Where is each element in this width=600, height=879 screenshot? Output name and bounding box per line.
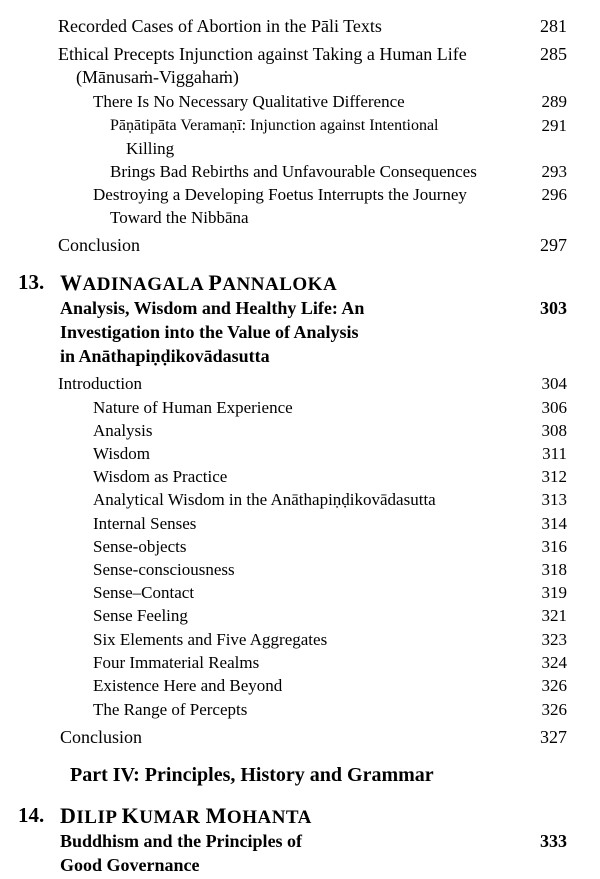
toc-entry-panatipata-page: 291 [541,116,567,135]
chapter-14-number: 14. [18,803,45,827]
toc-entry-ch13-conclusion-page: 327 [540,727,567,747]
toc-entry-foetus-title: Destroying a Developing Foetus Interrupts the Journey [93,185,467,204]
chapter-13-page: 303 [540,298,567,318]
chapter-14-page: 333 [540,831,567,851]
toc-entry-page: 313 [541,490,567,509]
toc-entry-title: Analysis [93,421,153,440]
toc-entry-page: 326 [541,700,567,719]
toc-entry-title: Wisdom as Practice [93,467,228,486]
toc-entry-page: 323 [541,630,567,649]
toc-entry-title: Sense Feeling [93,606,188,625]
toc-entry-rebirths-title: Brings Bad Rebirths and Unfavourable Consequences [110,162,477,181]
toc-entry-introduction-page: 304 [541,374,567,393]
toc-entry-title: Analytical Wisdom in the Anāthapiṇḍikovādasutta [93,490,436,509]
chapter-13-number: 13. [18,270,45,294]
chapter-14-title-line-2: Good Governance [60,855,200,875]
toc-entry-page: 316 [541,537,567,556]
toc-entry-ch13-conclusion-title: Conclusion [60,727,143,747]
toc-entry-title: The Range of Percepts [93,700,248,719]
toc-entry-ch12-conclusion-page: 297 [540,235,567,255]
toc-entry-precepts-title-cont: (Mānusaṁ-Viggahaṁ) [76,67,239,87]
toc-entry-panatipata-title: Pāṇātipāta Veramaṇī: Injunction against Intentional [110,117,439,134]
chapter-14-title-line-1: Buddhism and the Principles of [60,831,303,851]
toc-entry-introduction-title: Introduction [58,374,143,393]
toc-entry-precepts-title: Ethical Precepts Injunction against Taking a Human Life [58,44,467,64]
toc-entry-precepts-page: 285 [540,44,567,64]
toc-entry-page: 321 [541,606,567,625]
toc-entry-title: Sense-consciousness [93,560,235,579]
toc-entry-ch12-conclusion-title: Conclusion [58,235,141,255]
chapter-13-title-line-3: in Anāthapiṇḍikovādasutta [60,346,270,366]
toc-entry-page: 306 [541,398,567,417]
toc-entry-page: 326 [541,676,567,695]
toc-entry-page: 314 [541,514,567,533]
chapter-14-author: DILIP KUMAR MOHANTA [60,803,312,828]
toc-entry-foetus-page: 296 [541,185,567,204]
part-4-heading: Part IV: Principles, History and Grammar [70,764,434,786]
toc-entry-panatipata-title-cont: Killing [126,139,175,158]
toc-entry-page: 308 [541,421,567,440]
toc-entry-title: Nature of Human Experience [93,398,293,417]
toc-entry-page: 311 [542,444,567,463]
toc-entry-abortion-page: 281 [540,16,567,36]
toc-entry-page: 319 [541,583,567,602]
toc-entry-title: Existence Here and Beyond [93,676,283,695]
toc-entry-title: Sense–Contact [93,583,195,602]
chapter-13-author: WADINAGALA PANNALOKA [60,270,338,295]
toc-entry-page: 324 [541,653,567,672]
chapter-13-title-line-2: Investigation into the Value of Analysis [60,322,359,342]
toc-entry-title: Four Immaterial Realms [93,653,260,672]
toc-entry-title: Sense-objects [93,537,187,556]
toc-entry-title: Wisdom [93,444,150,463]
toc-entry-page: 318 [541,560,567,579]
chapter-13-title-line-1: Analysis, Wisdom and Healthy Life: An [60,298,365,318]
toc-entry-foetus-title-cont: Toward the Nibbāna [110,208,249,227]
toc-entry-rebirths-page: 293 [541,162,567,181]
toc-entry-no-difference-page: 289 [541,92,567,111]
toc-entry-no-difference-title: There Is No Necessary Qualitative Difference [93,92,405,111]
toc-entry-title: Six Elements and Five Aggregates [93,630,328,649]
toc-entry-abortion-title: Recorded Cases of Abortion in the Pāli Texts [58,16,382,36]
toc-entry-title: Internal Senses [93,514,197,533]
toc-entry-page: 312 [541,467,567,486]
